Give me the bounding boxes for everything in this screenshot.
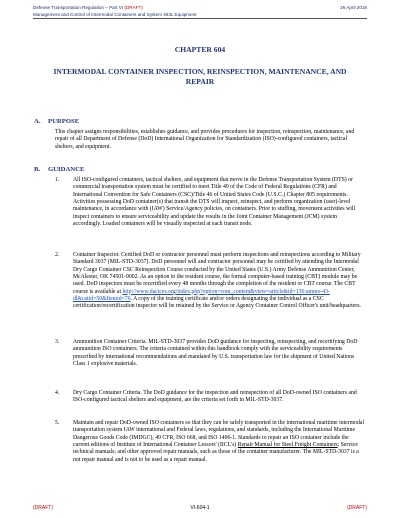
guidance-item-4: 4. Dry Cargo Container Criteria. The DoD guidance for the inspection and reinspection of all DoD-owned ISO containers and ISO-configured tactical shelters and equipment, are the criteria set forth in MIL-STD-3037. xyxy=(55,390,357,404)
section-heading-guidance: B. GUIDANCE xyxy=(34,166,85,173)
header-date: 26 April 2018 xyxy=(340,5,367,10)
guidance-item-5: 5. Maintain and repair DoD-owned ISO containers so that they can be safely transported in the international maritime intermodal transportation system IAW international and Federal laws, regulations, and standards, including the International Maritime Dangerous Goods Code (IMDGC), 49 CFR, ISO 668, and ISO 1496-1. Standards to repair an ISO container include the current editions of Institute of International Container Lessors' (IICL's) Repair Manual for Steel Freight Containers; Service technical manuals; and other approved repair manuals, such as those of the container manufacturer. The MIL-STD-3037 is a not repair manual and is not to be used as a repair manual. xyxy=(55,420,365,463)
page-number: VI-604-1 xyxy=(190,505,210,511)
header-subtitle: Management and Control of Intermodal Containers and System 463L Equipment xyxy=(33,12,367,19)
cbt-course-link[interactable]: http://www.dactces.org/index.php?option=com_content&view=article&id=136:ammo-43-dl&catid=50&Itemid=76 xyxy=(73,288,330,303)
chapter-number: CHAPTER 604 xyxy=(174,45,226,54)
footer-draft-left: (DRAFT) xyxy=(33,505,53,511)
chapter-title: INTERMODAL CONTAINER INSPECTION, REINSPECTION, MAINTENANCE, AND REPAIR xyxy=(53,67,347,86)
header-title: Defense Transportation Regulation – Part VI (DRAFT) xyxy=(33,5,143,10)
guidance-item-3: 3. Ammunition Container Criteria. MIL-STD-3037 provides DoD guidance for inspecting, reinspecting, and recertifying DoD ammunition ISO containers. The criteria contained within this handbook comply with the serviceability requirements prescribed by international recommendations and mandated by U.S. transportation law for the shipment of United Nations Class 1 explosive materials. xyxy=(55,339,358,368)
running-header xyxy=(33,5,367,19)
running-footer xyxy=(33,505,367,511)
header-draft-mark: (DRAFT) xyxy=(124,5,143,10)
repair-manual-title: Repair Manual for Steel Freight Containers xyxy=(237,442,338,449)
guidance-item-1: 1. All ISO-configured containers, tactical shelters, and equipment that move in the Defense Transportation System (DTS) or commercial transportation system must be certified to meet Title 49 of the Code of Federal Regulations (CFR) and International Convention for Safe Containers (CSC)/Title 46 of United States Code (U.S.C.) Chapter 805 requirements. Activities possessing DoD container(s) that transit the DTS will inspect, reinspect, and perform organization (user)-level maintenance, in accordance with (IAW) Service/Agency policies, on containers. Prior to stuffing, movement activities will inspect containers to ensure serviceability and update the results in the Joint Container Management (JCM) system accordingly. Loaded containers will be visually inspected at each transit node. xyxy=(55,177,356,228)
purpose-paragraph: This chapter assigns responsibilities, establishes guidance, and provides procedures for inspection, reinspection, maintenance, and repair of all Department of Defense (DoD) International Organization for Standardization (ISO)-configured containers, tactical shelters, and equipment. xyxy=(55,129,355,150)
guidance-item-2: 2. Container Inspector. Certified DoD or contractor personnel must perform inspections and reinspections according to Military Standard 3037 (MIL-STD-3037). DoD personnel will and contractor personnel may be certified by attending the Intermodal Dry Cargo Container CSC Reinspection Course conducted by the United States (U.S.) Army Defense Ammunition Center, McAlester, OK 74501-9002. As an option to the resident course, the formal computer-based training (CBT) module may be used. DoD inspectors must be recertified every 48 months through the completion of the resident or CBT course. The CBT course is available at http://www.dactces.org/index.php?option=com_content&view=article&id=136:ammo-43-dl&catid=50&Itemid=76. A copy of the training certificate and/or orders designating the individual as a CSC certification/recertification inspector will be retained by the Service or Agency Container Control Officer's unit/headquarters. xyxy=(55,252,362,310)
section-heading-purpose: A. PURPOSE xyxy=(34,118,80,125)
footer-draft-right: (DRAFT) xyxy=(347,505,367,511)
